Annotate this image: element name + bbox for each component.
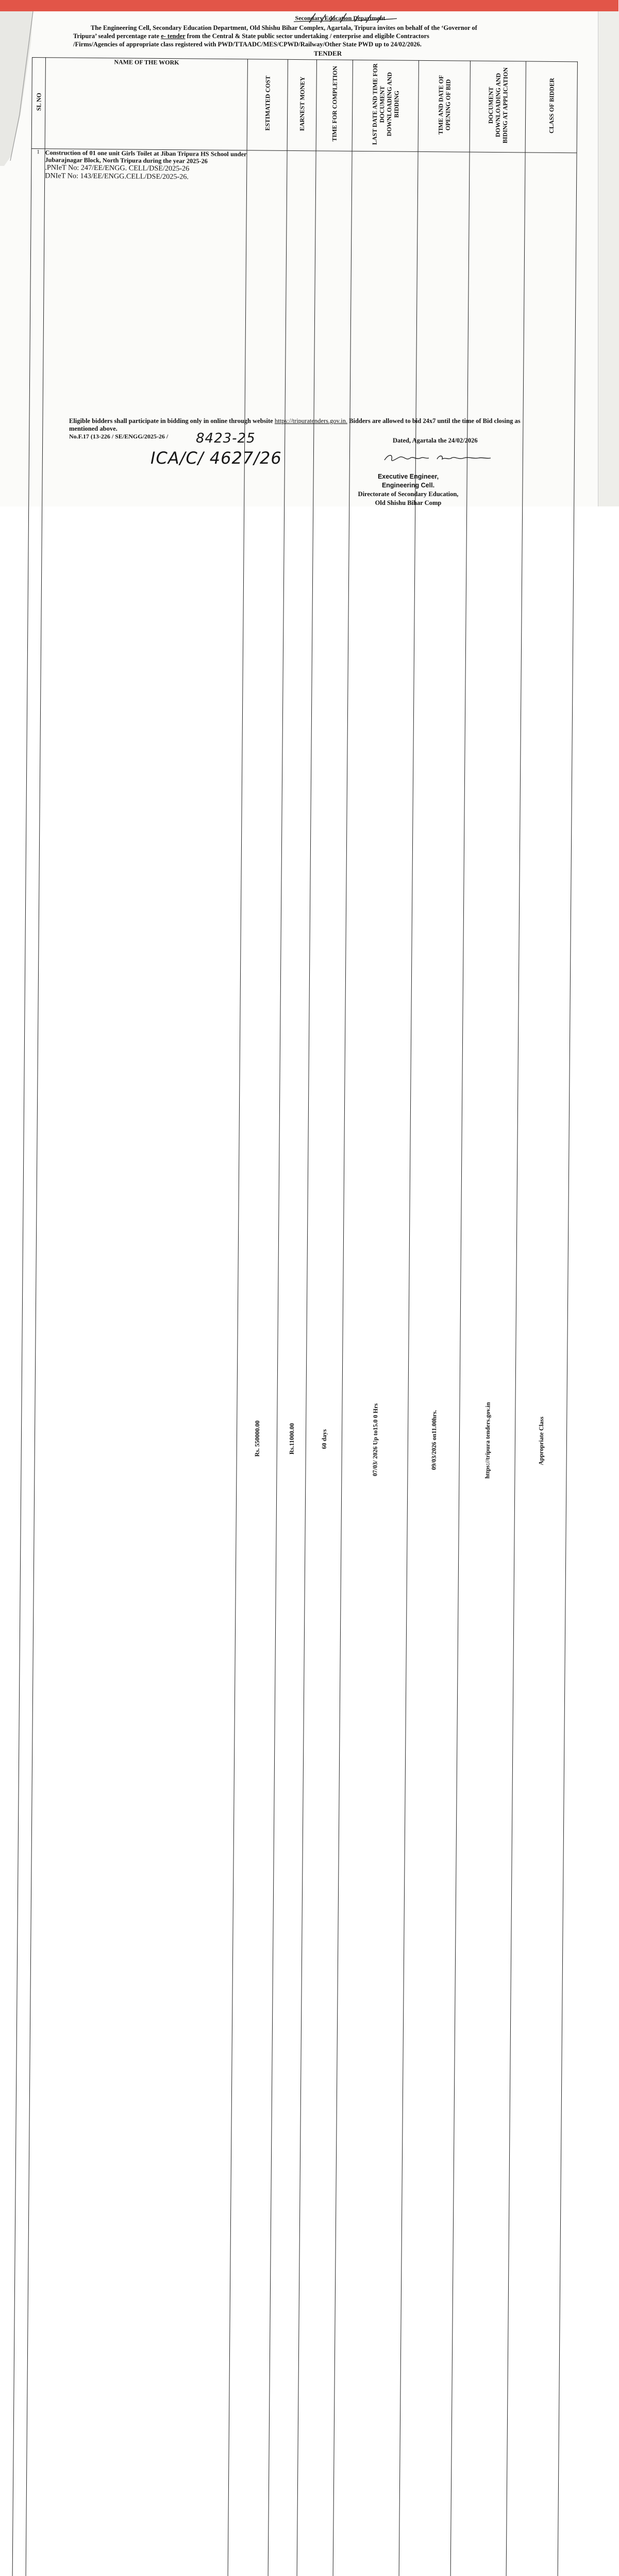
header-opening-text: TIME AND DATE OF OPENING OF BID bbox=[437, 75, 452, 135]
header-last-date-text: LAST DATE AND TIME FOR DOCUMENT DOWNLOADING AND BIDDING bbox=[371, 63, 400, 145]
note-website-link[interactable]: https://tripuratenders.gov.in. bbox=[274, 417, 348, 425]
handwritten-strike-mark bbox=[289, 11, 407, 25]
cost-text: Rs. 550000.00 bbox=[253, 1420, 261, 1457]
intro-line-2 bbox=[73, 32, 568, 40]
intro-line-3: /Firms/Agencies of appropriate class registered with PWD/TTAADC/MES/CPWD/Railway/Other State PWD up to 24/02/2026. bbox=[73, 41, 422, 48]
header-name-of-work: NAME OF THE WORK bbox=[45, 58, 247, 150]
header-earnest-text: EARNEST MONEY bbox=[298, 76, 306, 131]
note-text-b: Bidders are allowed to bid 24x7 until the time of Bid closing as mentioned above. bbox=[69, 417, 521, 432]
signatory-address: Old Shishu Bihar Comp bbox=[375, 499, 442, 506]
intro-line-2-a: Tripura’ sealed percentage rate bbox=[73, 32, 161, 40]
tender-intro bbox=[73, 24, 568, 48]
header-sl-text: SL NO bbox=[35, 92, 42, 111]
reference-number: No.F.17 (13-226 / SE/ENGG/2025-26 / bbox=[69, 433, 169, 440]
scanned-document bbox=[0, 11, 618, 1479]
header-opening-date bbox=[418, 60, 470, 152]
handwritten-ref-2: ICA/C/ 4627/26 bbox=[150, 448, 282, 468]
header-class-of-bidder bbox=[525, 61, 577, 153]
header-doc-text: DOCUMENT DOWNLOADING AND BIDING AT APPLICATION bbox=[487, 67, 509, 143]
table-header-row bbox=[31, 58, 577, 153]
header-sl-no bbox=[31, 58, 45, 149]
header-estimated-cost bbox=[247, 59, 288, 151]
header-document-downloading bbox=[470, 61, 526, 152]
signatory-title: Executive Engineer, bbox=[377, 473, 439, 480]
handwritten-ref-1: 8423-25 bbox=[196, 431, 256, 446]
header-time-for-completion bbox=[316, 60, 353, 151]
dated-line: Dated, Agartala the 24/02/2026 bbox=[393, 437, 478, 444]
note-text-a: Eligible bidders shall participate in bidding only in online through website bbox=[69, 417, 275, 425]
class-text: Appropriate Class bbox=[537, 1416, 545, 1465]
header-time-text: TIME FOR COMPLETION bbox=[330, 66, 339, 142]
signature-image bbox=[381, 452, 500, 465]
paper-edge-shadow bbox=[0, 11, 33, 506]
intro-etender-term: e- tender bbox=[161, 32, 186, 40]
time-text: 60 days bbox=[320, 1429, 328, 1449]
tender-heading: TENDER bbox=[313, 49, 342, 57]
intro-line-2-b: from the Central & State public sector undertaking / enterprise and eligible Contractors bbox=[185, 32, 429, 40]
signatory-block bbox=[346, 472, 470, 507]
row-work-description bbox=[25, 149, 247, 2576]
header-earnest-money bbox=[287, 59, 316, 150]
header-class-text: CLASS OF BIDDER bbox=[547, 78, 556, 133]
work-text: Construction of 01 one unit Girls Toilet at Jiban Tripura HS School under Jubarajnagar Block, North Tripura during the year 2025-26 bbox=[45, 149, 247, 165]
header-cost-text: ESTIMATED COST bbox=[263, 76, 272, 131]
eligibility-note bbox=[69, 417, 523, 433]
signatory-cell: Engineering Cell. bbox=[381, 482, 435, 489]
earnest-text: Rs.11000.00 bbox=[288, 1423, 295, 1455]
row-sl: 1 bbox=[11, 148, 45, 2576]
last-date-text: 07/03/ 2026 Up to15.0 0 Hrs bbox=[371, 1403, 379, 1477]
signatory-directorate: Directorate of Secondary Education, bbox=[358, 490, 459, 498]
intro-line-1: The Engineering Cell, Secondary Education Department, Old Shishu Bihar Complex, Agartala, Tripura invites on behalf of the ‘Governor of bbox=[91, 24, 477, 31]
top-app-bar bbox=[0, 0, 618, 11]
work-nit-2: DNIeT No: 143/EE/ENGG.CELL/DSE/2025-26. bbox=[45, 172, 189, 181]
table-row bbox=[11, 148, 577, 2576]
doc-link-text[interactable]: https://tripura tenders.gov.in bbox=[483, 1402, 492, 1479]
header-last-date bbox=[352, 60, 419, 151]
work-nit-1: .PNIeT No: 247/EE/ENGG. CELL/DSE/2025-26 bbox=[45, 163, 190, 173]
department-title: Secondary Education Department bbox=[295, 14, 386, 22]
right-page-edge bbox=[598, 11, 619, 506]
opening-text: 09/03/2026 on11.00hrs. bbox=[429, 1410, 438, 1470]
